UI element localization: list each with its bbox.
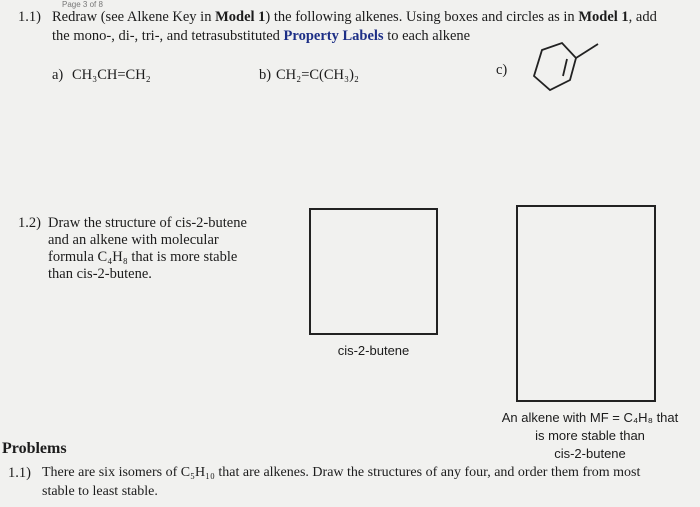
box-2-caption-line-1: An alkene with MF = C₄H₈ that (501, 410, 679, 425)
question-1-2-line-1: Draw the structure of cis-2-butene (48, 215, 247, 231)
q11-text-b: ) the following alkenes. Using boxes and circles as in (265, 9, 579, 25)
model-1-ref: Model 1 (215, 9, 266, 25)
box-2-caption-line-3: cis-2-butene (554, 446, 626, 461)
problem-1-1-line-1: There are six isomers of C₅H₁₀ that are alkenes. Draw the structures of any four, and order them from most (42, 465, 641, 480)
q11-text-d: the mono-, di-, tri-, and tetrasubstituted (52, 28, 284, 44)
page-number: Page 3 of 8 (62, 0, 103, 9)
q11-text-e: to each alkene (383, 28, 471, 44)
part-c-label: c) (496, 62, 508, 78)
problem-1-1-number: 1.1) (8, 465, 31, 481)
question-1-1-line-1 (52, 8, 657, 26)
question-1-1-number: 1.1) (18, 9, 41, 25)
answer-box-cis-2-butene[interactable] (309, 208, 438, 335)
answer-box-stable-alkene[interactable] (516, 205, 656, 402)
part-a-label: a) (52, 67, 64, 83)
problem-1-1-line-2: stable to least stable. (42, 484, 158, 499)
q11-text-a: Redraw (see Alkene Key in (52, 9, 216, 25)
box-2-caption-line-2: is more stable than (535, 428, 645, 443)
question-1-2-number: 1.2) (18, 215, 41, 231)
cyclohexene-ring (534, 43, 576, 90)
model-1-ref-2: Model 1 (578, 9, 629, 25)
double-bond-line (563, 59, 567, 76)
part-a-formula: CH₃CH=CH₂ (72, 67, 151, 83)
methyl-substituent (576, 44, 598, 58)
question-1-1-line-2 (52, 27, 470, 45)
property-labels-term: Property Labels (283, 28, 384, 44)
box-1-caption: cis-2-butene (337, 343, 410, 358)
problems-heading: Problems (2, 440, 67, 457)
part-b-label: b) (259, 67, 272, 83)
question-1-2-line-2: and an alkene with molecular (48, 232, 219, 248)
question-1-2-line-3: formula C₄H₈ that is more stable (48, 249, 238, 265)
q11-text-c: , add (628, 9, 657, 25)
part-b-formula: CH₂=C(CH₃)₂ (276, 67, 359, 83)
methylcyclohexene-structure (520, 38, 620, 98)
question-1-2-line-4: than cis-2-butene. (48, 266, 152, 282)
